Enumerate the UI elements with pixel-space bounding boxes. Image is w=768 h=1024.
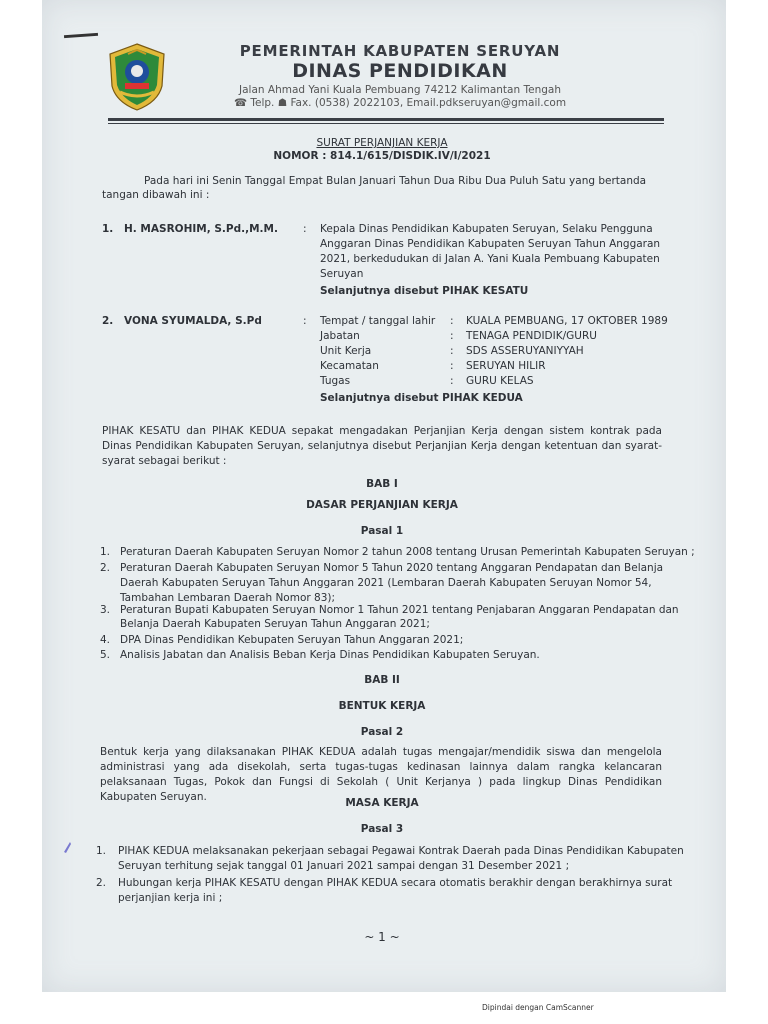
pasal2-paragraph: Bentuk kerja yang dilaksanakan PIHAK KEDUA adalah tugas mengajar/mendidik siswa dan mengelola administrasi yang ada disekolah, serta tugas-tugas kedinasan lainnya dalam rangka kelancaran pelaksanaan Tugas, Pokok dan Fungsi di Sekolah ( Unit Kerjanya ) pada lingkup Dinas Pendidikan Kabupaten Seruyan.: [100, 746, 662, 803]
intro-line-1: Pada hari ini Senin Tanggal Empat Bulan Januari Tahun Dua Ribu Dua Puluh Satu yang bertanda: [144, 175, 647, 187]
pen-mark-icon: [62, 840, 72, 854]
party2-role: Selanjutnya disebut PIHAK KEDUA: [320, 392, 523, 404]
letterhead-contact: ☎ Telp. ☗ Fax. (0538) 2022103, Email.pdkseruyan@gmail.com: [233, 97, 567, 109]
pasal1-item-number: 4.: [100, 634, 111, 646]
letterhead-rule-thin: [108, 123, 664, 124]
pasal3-heading: Pasal 3: [360, 823, 404, 835]
document-number: NOMOR : 814.1/615/DISDIK.IV/I/2021: [273, 150, 491, 162]
letterhead-agency: DINAS PENDIDIKAN: [292, 60, 508, 82]
seruyan-emblem-logo: [106, 42, 168, 112]
party2-field-value: TENAGA PENDIDIK/GURU: [466, 330, 597, 342]
party1-number: 1.: [102, 223, 114, 235]
party2-field-sep: :: [450, 360, 454, 372]
page-number: ~ 1 ~: [364, 930, 400, 944]
party2-number: 2.: [102, 315, 114, 327]
party1-colon: :: [303, 223, 307, 235]
pasal3-item-number: 2.: [96, 877, 107, 889]
pasal3-item-text: PIHAK KEDUA melaksanakan pekerjaan sebagai Pegawai Kontrak Daerah pada Dinas Pendidikan Kabupaten: [118, 845, 684, 857]
pasal1-item-text: Peraturan Daerah Kabupaten Seruyan Nomor 5 Tahun 2020 tentang Anggaran Pendapatan dan Belanja: [120, 562, 664, 574]
party2-field-label: Tempat / tanggal lahir: [320, 315, 436, 327]
pasal1-item-text: DPA Dinas Pendidikan Kebupaten Seruyan Tahun Anggaran 2021;: [120, 634, 464, 646]
pasal3-item-text: Hubungan kerja PIHAK KESATU dengan PIHAK KEDUA secara otomatis berakhir dengan berakhirnya surat: [118, 877, 673, 889]
party2-field-sep: :: [450, 315, 454, 327]
pasal1-item-text: Peraturan Daerah Kabupaten Seruyan Nomor 2 tahun 2008 tentang Urusan Pemerintah Kabupaten Seruyan ;: [120, 546, 695, 558]
party2-field-label: Jabatan: [320, 330, 360, 342]
pasal1-item-text: Peraturan Bupati Kabupaten Seruyan Nomor 1 Tahun 2021 tentang Penjabaran Anggaran Pendapatan dan: [120, 604, 679, 616]
party1-desc-line: Seruyan: [320, 268, 364, 280]
party1-name: H. MASROHIM, S.Pd.,M.M.: [124, 223, 278, 235]
bab1-pasal: Pasal 1: [360, 525, 404, 537]
bab1-title: DASAR PERJANJIAN KERJA: [306, 499, 458, 511]
intro-line-2: tangan dibawah ini :: [102, 189, 210, 201]
pasal1-item-number: 2.: [100, 562, 111, 574]
bab1-label: BAB I: [366, 478, 398, 490]
masa-kerja-title: MASA KERJA: [345, 797, 419, 809]
pasal3-item-number: 1.: [96, 845, 107, 857]
party2-field-value: GURU KELAS: [466, 375, 534, 387]
pasal1-item-text: Tambahan Lembaran Daerah Nomor 83);: [120, 592, 336, 604]
party2-field-label: Kecamatan: [320, 360, 379, 372]
party2-colon: :: [303, 315, 307, 327]
party2-field-value: KUALA PEMBUANG, 17 OKTOBER 1989: [466, 315, 668, 327]
letterhead-government: PEMERINTAH KABUPATEN SERUYAN: [239, 42, 561, 60]
pasal3-item-text: Seruyan terhitung sejak tanggal 01 Januari 2021 sampai dengan 31 Desember 2021 ;: [118, 860, 570, 872]
bab2-label: BAB II: [364, 674, 400, 686]
pasal1-item-number: 3.: [100, 604, 111, 616]
letterhead-address: Jalan Ahmad Yani Kuala Pembuang 74212 Kalimantan Tengah: [239, 84, 561, 96]
party2-field-value: SDS ASSERUYANIYYAH: [466, 345, 584, 357]
party2-field-label: Unit Kerja: [320, 345, 372, 357]
pasal1-item-number: 5.: [100, 649, 111, 661]
pasal3-item-text: perjanjian kerja ini ;: [118, 892, 223, 904]
party2-field-sep: :: [450, 330, 454, 342]
party2-field-label: Tugas: [320, 375, 351, 387]
bab2-pasal: Pasal 2: [360, 726, 404, 738]
party1-desc-line: 2021, berkedudukan di Jalan A. Yani Kuala Pembuang Kabupaten: [320, 253, 660, 265]
document-title: SURAT PERJANJIAN KERJA: [316, 137, 448, 149]
bab2-title: BENTUK KERJA: [338, 700, 426, 712]
pasal1-item-text: Belanja Daerah Kabupaten Seruyan Tahun Anggaran 2021;: [120, 618, 430, 630]
party1-role: Selanjutnya disebut PIHAK KESATU: [320, 285, 529, 297]
party2-name: VONA SYUMALDA, S.Pd: [124, 315, 262, 327]
pasal1-item-text: Daerah Kabupaten Seruyan Tahun Anggaran 2021 (Lembaran Daerah Kabupaten Seruyan Nomor 54,: [120, 577, 652, 589]
pasal1-item-number: 1.: [100, 546, 111, 558]
pasal1-item-text: Analisis Jabatan dan Analisis Beban Kerja Dinas Pendidikan Kabupaten Seruyan.: [120, 649, 540, 661]
party2-field-sep: :: [450, 345, 454, 357]
agreement-paragraph: PIHAK KESATU dan PIHAK KEDUA sepakat mengadakan Perjanjian Kerja dengan sistem kontrak pada Dinas Pendidikan Kabupaten Seruyan, selanjutnya disebut Perjanjian Kerja dengan ketentuan dan syarat-syarat sebagai berikut :: [102, 425, 662, 467]
party2-field-sep: :: [450, 375, 454, 387]
party1-desc-line: Kepala Dinas Pendidikan Kabupaten Seruyan, Selaku Pengguna: [320, 223, 653, 235]
party2-field-value: SERUYAN HILIR: [466, 360, 546, 372]
scanner-watermark: Dipindai dengan CamScanner: [482, 1003, 594, 1012]
letterhead-rule-thick: [108, 118, 664, 121]
party1-desc-line: Anggaran Dinas Pendidikan Kabupaten Seruyan Tahun Anggaran: [320, 238, 661, 250]
